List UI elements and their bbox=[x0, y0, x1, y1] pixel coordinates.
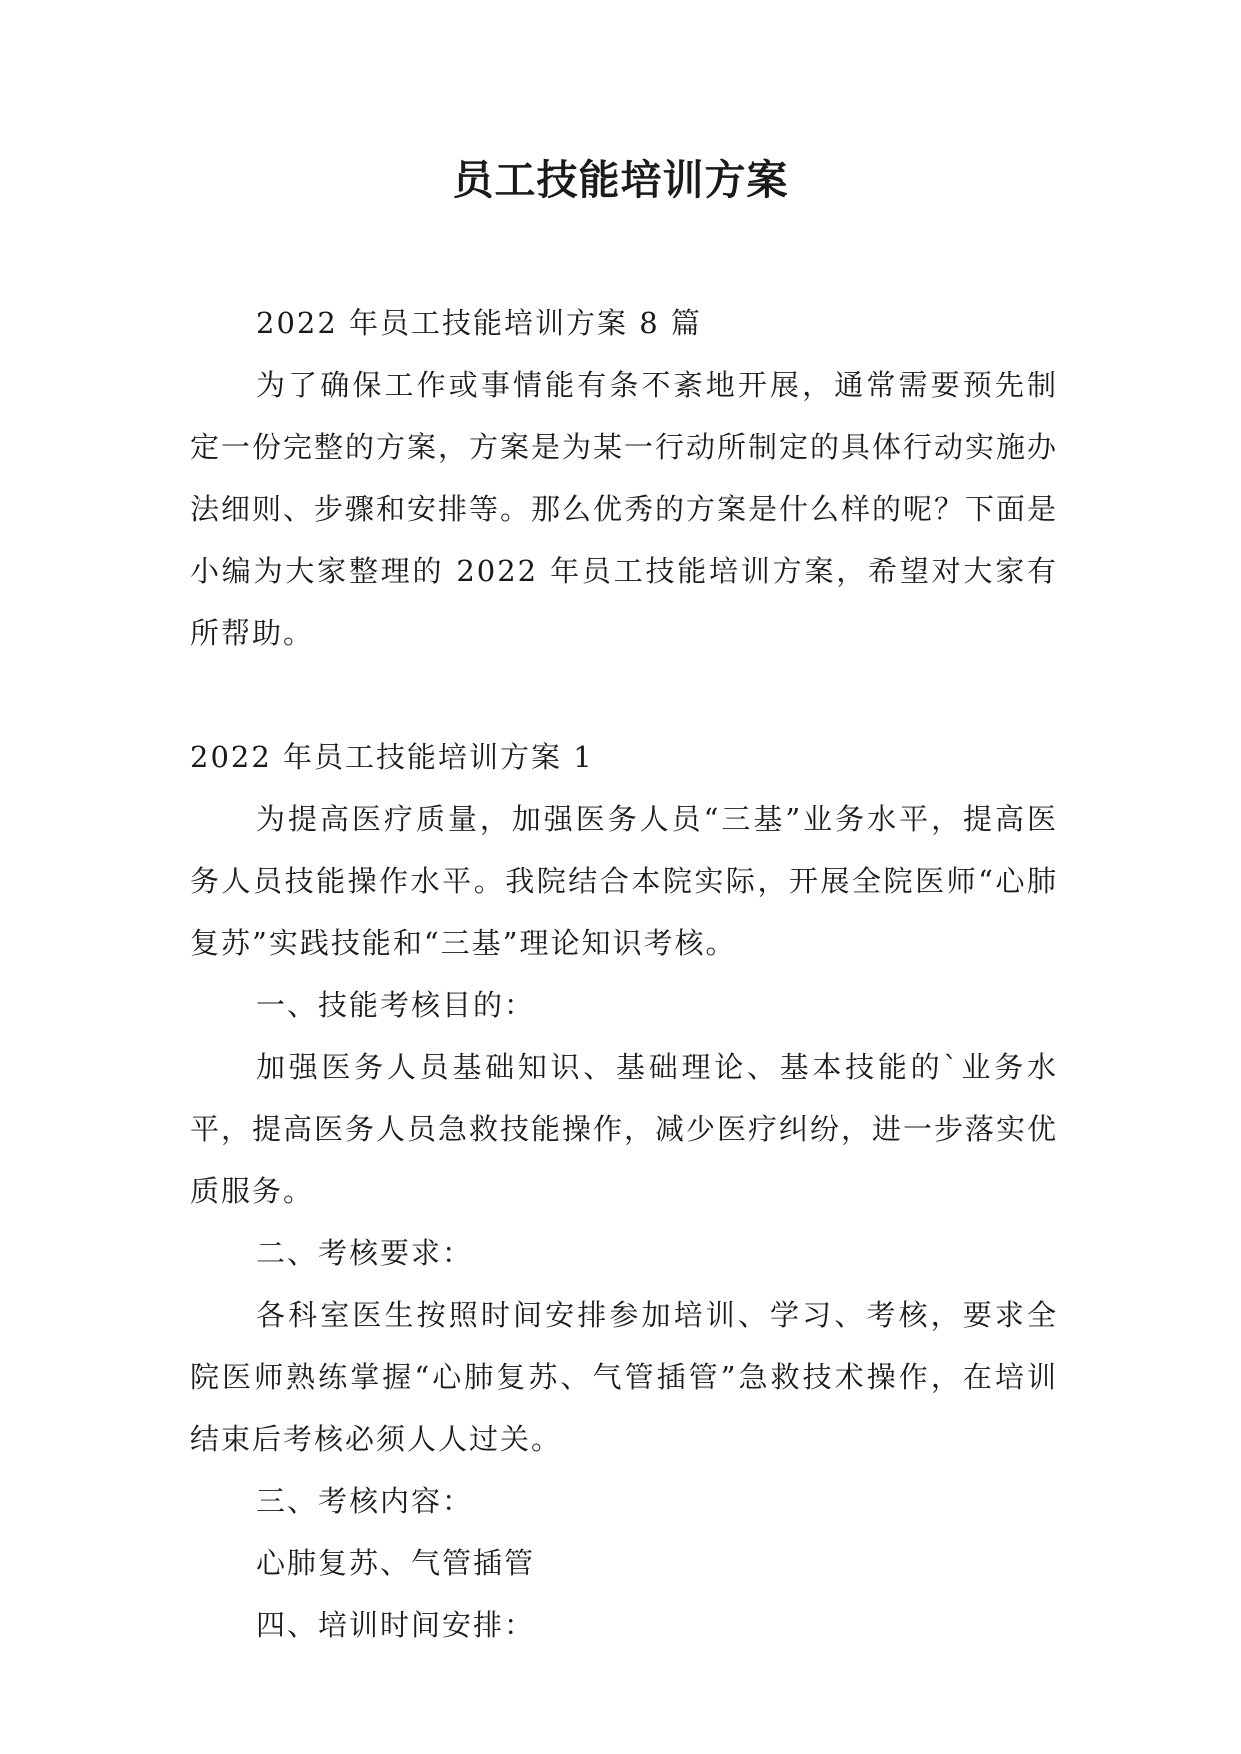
document-title: 员工技能培训方案 bbox=[452, 156, 789, 204]
item-heading-3: 三、考核内容： bbox=[256, 1484, 474, 1518]
intro-paragraph: 为了确保工作或事情能有条不紊地开展，通常需要预先制定一份完整的方案，方案是为某一行动所制定的具体行动实施办法细则、步骤和安排等。那么优秀的方案是什么样的呢？下面是小编为大家整理的 2022 年员工技能培训方案，希望对大家有所帮助。 bbox=[190, 368, 1059, 650]
item-paragraph-1: 加强医务人员基础知识、基础理论、基本技能的`业务水平，提高医务人员急救技能操作，减少医疗纠纷，进一步落实优质服务。 bbox=[190, 1050, 1059, 1208]
doc-subtitle: 2022 年员工技能培训方案 8 篇 bbox=[256, 306, 702, 340]
section-heading: 2022 年员工技能培训方案 1 bbox=[190, 740, 594, 774]
item-heading-1: 一、技能考核目的： bbox=[256, 988, 536, 1022]
item-heading-2: 二、考核要求： bbox=[256, 1236, 474, 1270]
item-heading-4: 四、培训时间安排： bbox=[256, 1608, 536, 1642]
document-body bbox=[190, 292, 1058, 1656]
section-paragraph: 为提高医疗质量，加强医务人员“三基”业务水平，提高医务人员技能操作水平。我院结合本院实际，开展全院医师“心肺复苏”实践技能和“三基”理论知识考核。 bbox=[190, 802, 1058, 960]
item-paragraph-3: 心肺复苏、气管插管 bbox=[256, 1546, 536, 1580]
item-paragraph-2: 各科室医生按照时间安排参加培训、学习、考核，要求全院医师熟练掌握“心肺复苏、气管插管”急救技术操作，在培训结束后考核必须人人过关。 bbox=[190, 1298, 1058, 1456]
paragraph-gap bbox=[190, 664, 1058, 726]
